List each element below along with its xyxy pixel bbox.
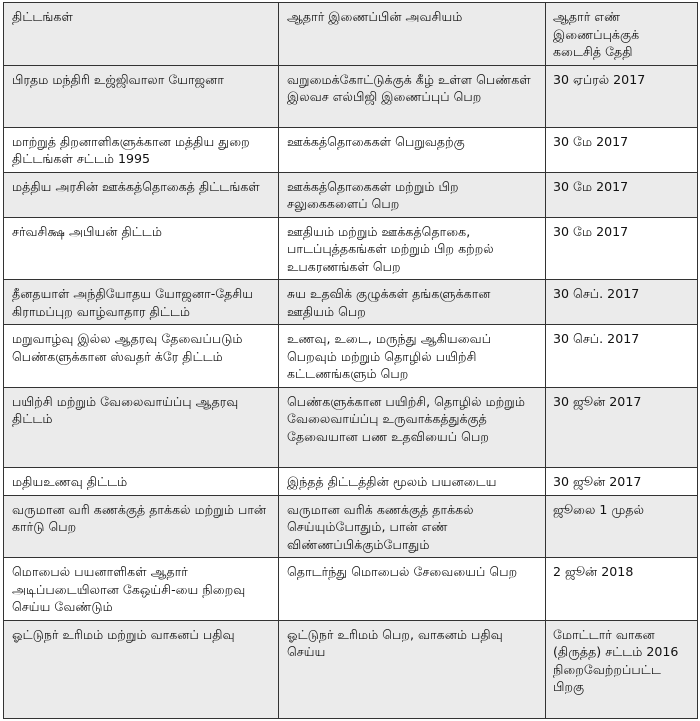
- scheme-cell: பிரதம மந்திரி உஜ்ஜிவாலா யோஜனா: [4, 65, 279, 127]
- need-cell: ஓட்டுநர் உரிமம் பெற, வாகனம் பதிவு செய்ய: [279, 620, 546, 718]
- header-schemes: திட்டங்கள்: [4, 3, 279, 66]
- need-cell: உணவு, உடை, மருந்து ஆகியவைப் பெறவும் மற்றும் தொழில் பயிற்சி கட்டணங்களும் பெற: [279, 325, 546, 388]
- need-cell: ஊதியம் மற்றும் ஊக்கத்தொகை, பாடப்புத்தகங்கள் மற்றும் பிற கற்றல் உபகரணங்கள் பெற: [279, 217, 546, 280]
- scheme-cell: சர்வசிக்ஷ அபியன் திட்டம்: [4, 217, 279, 280]
- scheme-cell: பயிற்சி மற்றும் வேலைவாய்ப்பு ஆதரவு திட்டம்: [4, 387, 279, 467]
- table-row: [4, 172, 698, 217]
- table-row: [4, 467, 698, 495]
- need-cell: வறுமைக்கோட்டுக்குக் கீழ் உள்ள பெண்கள் இலவச எல்பிஜி இணைப்புப் பெற: [279, 65, 546, 127]
- deadline-cell: 2 ஜூன் 2018: [546, 558, 698, 621]
- scheme-cell: மறுவாழ்வு இல்ல ஆதரவு தேவைப்படும் பெண்களுக்கான ஸ்வதர் க்ரே திட்டம்: [4, 325, 279, 388]
- need-cell: ஊக்கத்தொகைகள் மற்றும் பிற சலுகைகளைப் பெற: [279, 172, 546, 217]
- deadline-cell: 30 ஜூன் 2017: [546, 467, 698, 495]
- need-cell: சுய உதவிக் குழுக்கள் தங்களுக்கான ஊதியம் பெற: [279, 280, 546, 325]
- header-last-date: ஆதார் எண் இணைப்புக்குக் கடைசித் தேதி: [546, 3, 698, 66]
- deadline-cell: 30 மே 2017: [546, 217, 698, 280]
- table-row: [4, 387, 698, 467]
- deadline-cell: 30 செப். 2017: [546, 325, 698, 388]
- table-row: [4, 558, 698, 621]
- table-header-row: [4, 3, 698, 66]
- deadline-cell: 30 செப். 2017: [546, 280, 698, 325]
- table-row: [4, 217, 698, 280]
- scheme-cell: மொபைல் பயனாளிகள் ஆதார் அடிப்படையிலான கேஒய்சி-யை நிறைவு செய்ய வேண்டும்: [4, 558, 279, 621]
- scheme-cell: மதியஉணவு திட்டம்: [4, 467, 279, 495]
- scheme-cell: மத்திய அரசின் ஊக்கத்தொகைத் திட்டங்கள்: [4, 172, 279, 217]
- scheme-cell: ஓட்டுநர் உரிமம் மற்றும் வாகனப் பதிவு: [4, 620, 279, 718]
- deadline-cell: ஜூலை 1 முதல்: [546, 495, 698, 558]
- need-cell: வருமான வரிக் கணக்குத் தாக்கல் செய்யும்போதும், பான் எண் விண்ணப்பிக்கும்போதும்: [279, 495, 546, 558]
- table-row: [4, 620, 698, 718]
- deadline-cell: மோட்டார் வாகன (திருத்த) சட்டம் 2016 நிறைவேற்றப்பட்ட பிறகு: [546, 620, 698, 718]
- deadline-cell: 30 மே 2017: [546, 127, 698, 172]
- aadhaar-deadline-table: [3, 2, 698, 719]
- scheme-cell: மாற்றுத் திறனாளிகளுக்கான மத்திய துறை திட்டங்கள் சட்டம் 1995: [4, 127, 279, 172]
- table-row: [4, 127, 698, 172]
- deadline-cell: 30 மே 2017: [546, 172, 698, 217]
- header-aadhaar-need: ஆதார் இணைப்பின் அவசியம்: [279, 3, 546, 66]
- need-cell: இந்தத் திட்டத்தின் மூலம் பயனடைய: [279, 467, 546, 495]
- scheme-cell: தீனதயாள் அந்தியோதய யோஜனா-தேசிய கிராமப்புற வாழ்வாதார திட்டம்: [4, 280, 279, 325]
- need-cell: ஊக்கத்தொகைகள் பெறுவதற்கு: [279, 127, 546, 172]
- deadline-cell: 30 ஜூன் 2017: [546, 387, 698, 467]
- table-row: [4, 325, 698, 388]
- table-row: [4, 280, 698, 325]
- deadline-cell: 30 ஏப்ரல் 2017: [546, 65, 698, 127]
- need-cell: தொடர்ந்து மொபைல் சேவையைப் பெற: [279, 558, 546, 621]
- scheme-cell: வருமான வரி கணக்குத் தாக்கல் மற்றும் பான் கார்டு பெற: [4, 495, 279, 558]
- need-cell: பெண்களுக்கான பயிற்சி, தொழில் மற்றும் வேலைவாய்ப்பு உருவாக்கத்துக்குத் தேவையான பண உதவியைப் பெற: [279, 387, 546, 467]
- table-row: [4, 495, 698, 558]
- table-row: [4, 65, 698, 127]
